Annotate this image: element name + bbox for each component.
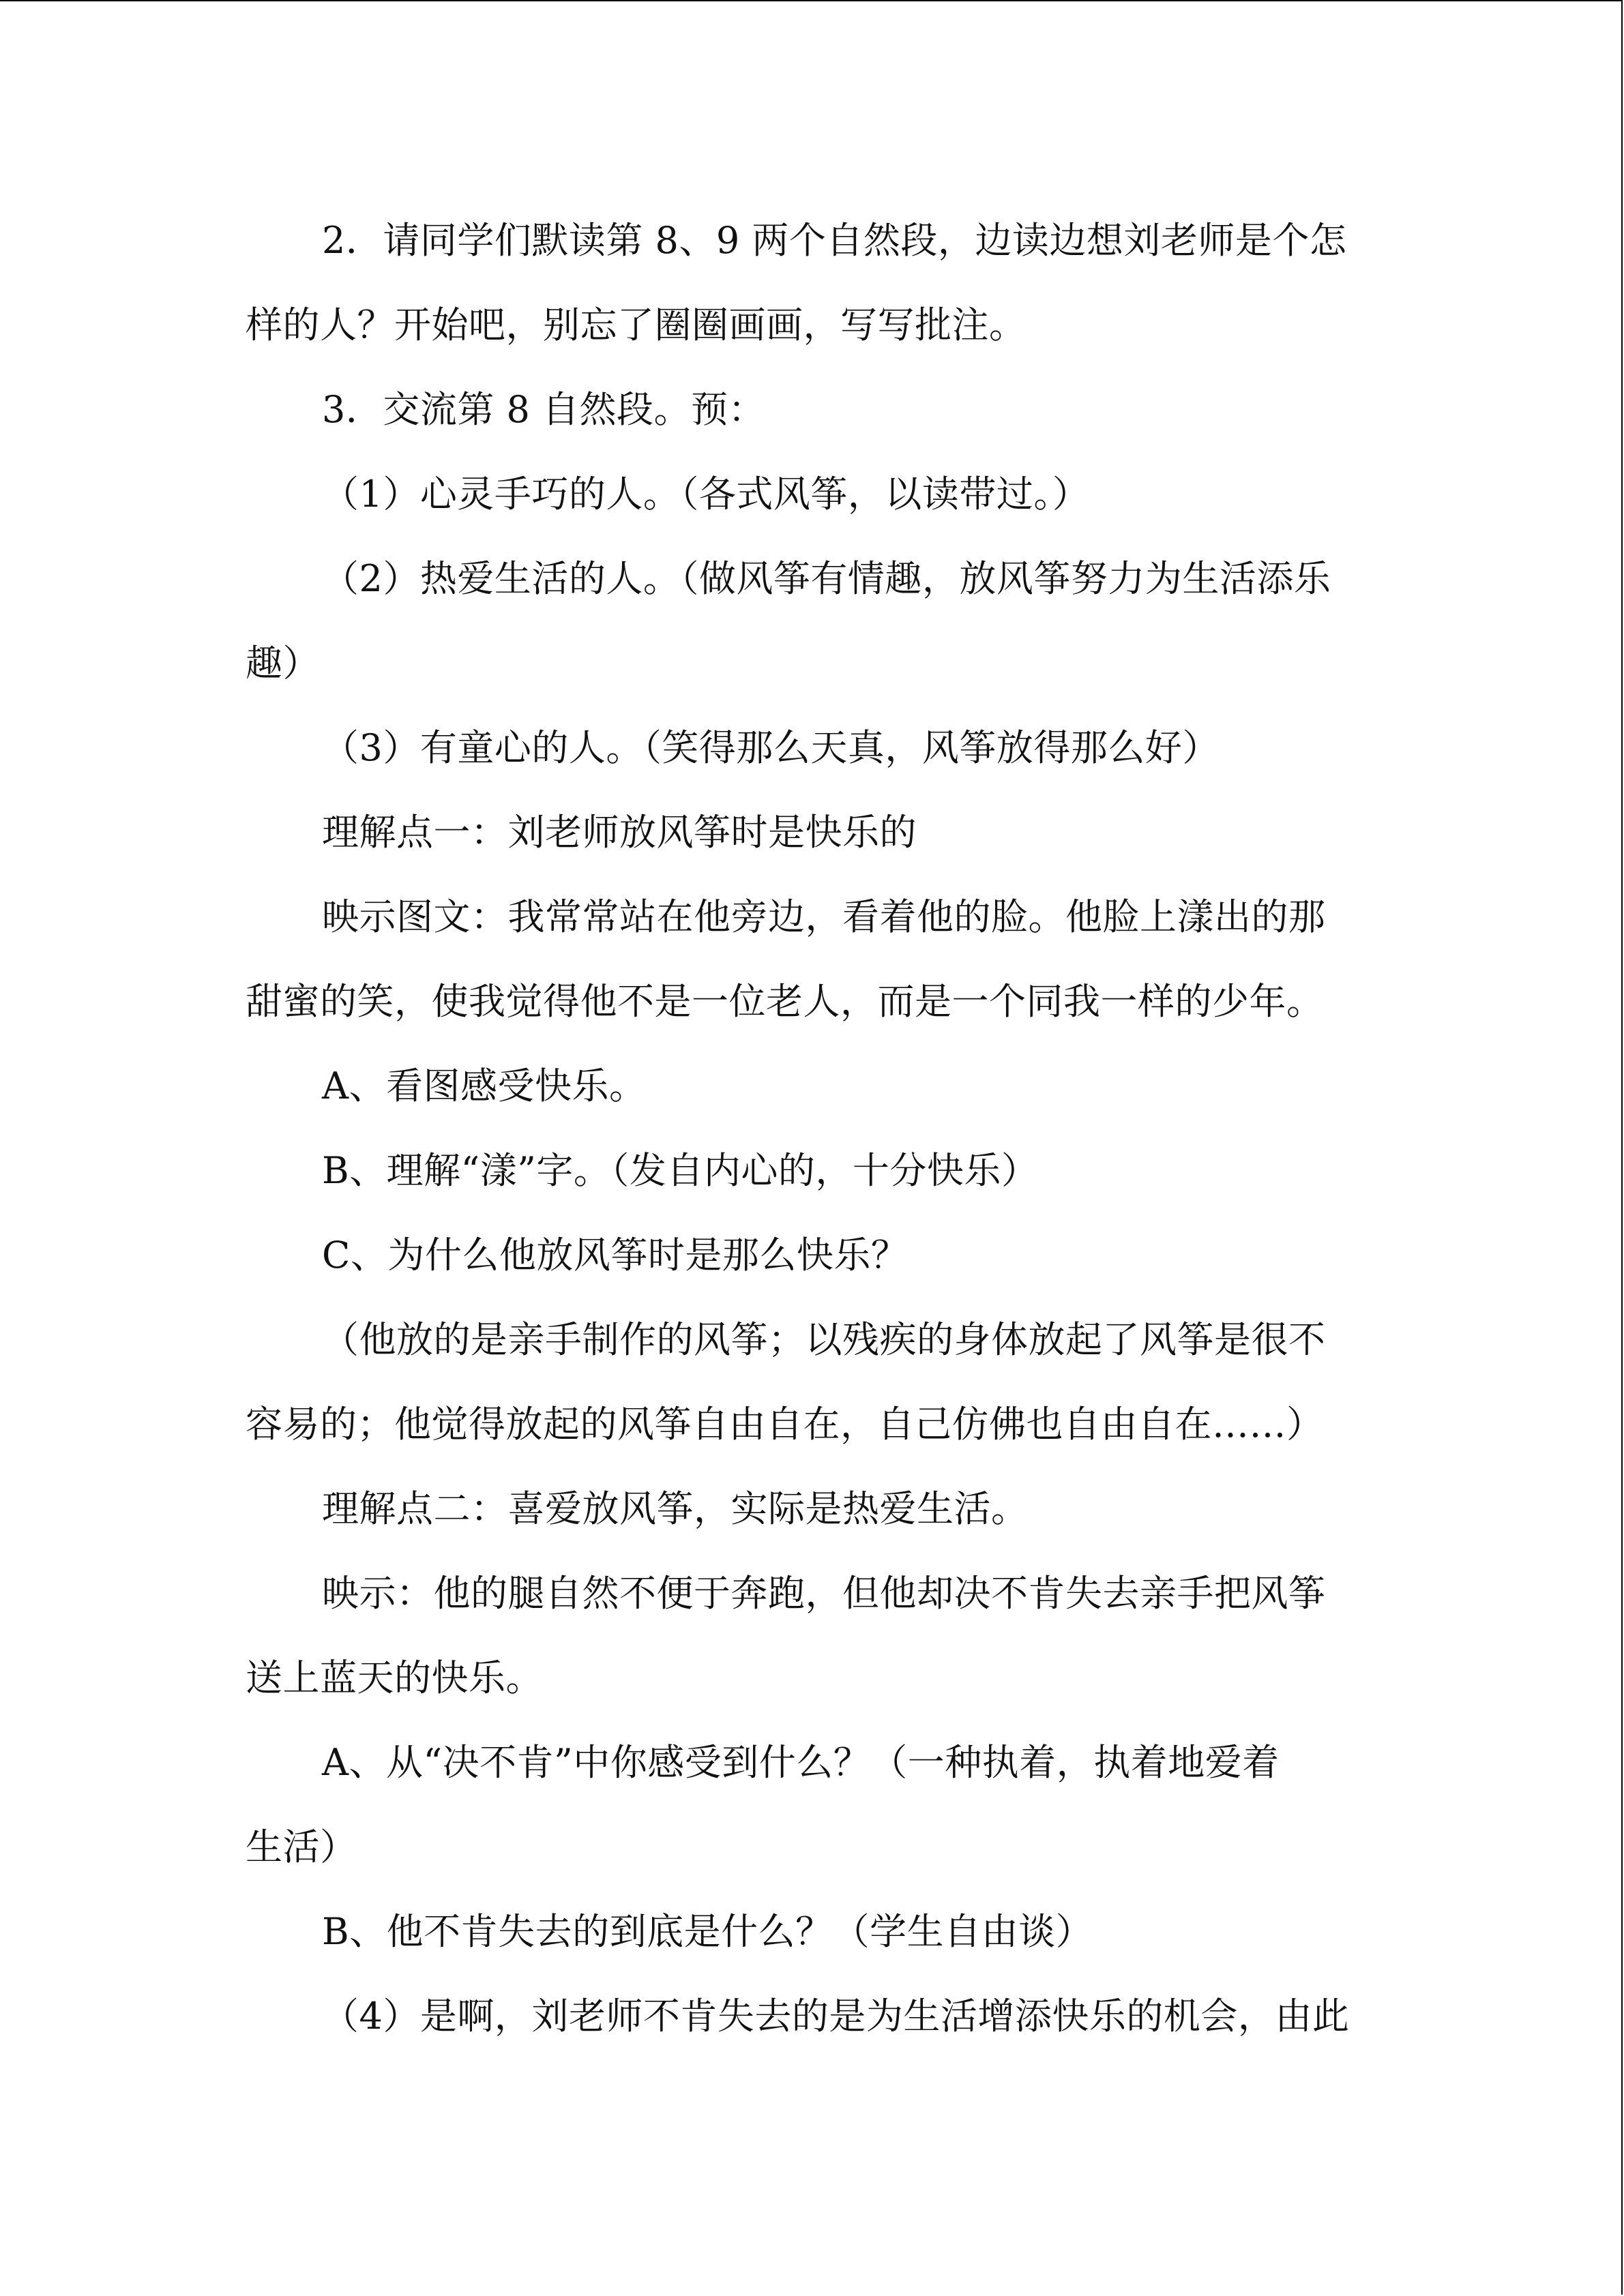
text-line: A、看图感受快乐。 [322,1064,647,1107]
text-line: 映示图文：我常常站在他旁边，看着他的脸。他脸上漾出的那 [322,895,1326,938]
text-line: 甜蜜的笑，使我觉得他不是一位老人，而是一个同我一样的少年。 [246,980,1324,1023]
text-line: 生活） [246,1825,357,1868]
text-line: B、理解“漾”字。（发自内心的，十分快乐） [322,1149,1039,1192]
text-line: 趣） [246,642,320,685]
text-line: C、为什么他放风筝时是那么快乐？ [322,1234,909,1277]
text-line: 3．交流第 8 自然段。预： [322,388,766,431]
text-line: B、他不肯失去的到底是什么？（学生自由谈） [322,1910,1093,1953]
text-line: 样的人？开始吧，别忘了圈圈画画，写写批注。 [246,303,1027,346]
text-line: （4）是啊，刘老师不肯失去的是为生活增添快乐的机会，由此 [322,1995,1350,2038]
text-line: （1）心灵手巧的人。（各式风筝，以读带过。） [322,473,1090,516]
text-line: 容易的；他觉得放起的风筝自由自在，自己仿佛也自由自在……） [246,1403,1324,1446]
text-line: （2）热爱生活的人。（做风筝有情趣，放风筝努力为生活添乐 [322,557,1331,600]
text-line: A、从“决不肯”中你感受到什么？（一种执着，执着地爱着 [322,1741,1280,1784]
text-line: （他放的是亲手制作的风筝；以残疾的身体放起了风筝是很不 [322,1318,1326,1361]
text-line: 映示：他的腿自然不便于奔跑，但他却决不肯失去亲手把风筝 [322,1572,1326,1615]
text-line: 2．请同学们默读第 8、9 两个自然段，边读边想刘老师是个怎 [322,219,1347,262]
text-line: 理解点一：刘老师放风筝时是快乐的 [322,811,917,854]
text-line: 送上蓝天的快乐。 [246,1656,543,1699]
text-line: 理解点二：喜爱放风筝，实际是热爱生活。 [322,1487,1029,1530]
text-line: （3）有童心的人。（笑得那么天真，风筝放得那么好） [322,726,1220,769]
